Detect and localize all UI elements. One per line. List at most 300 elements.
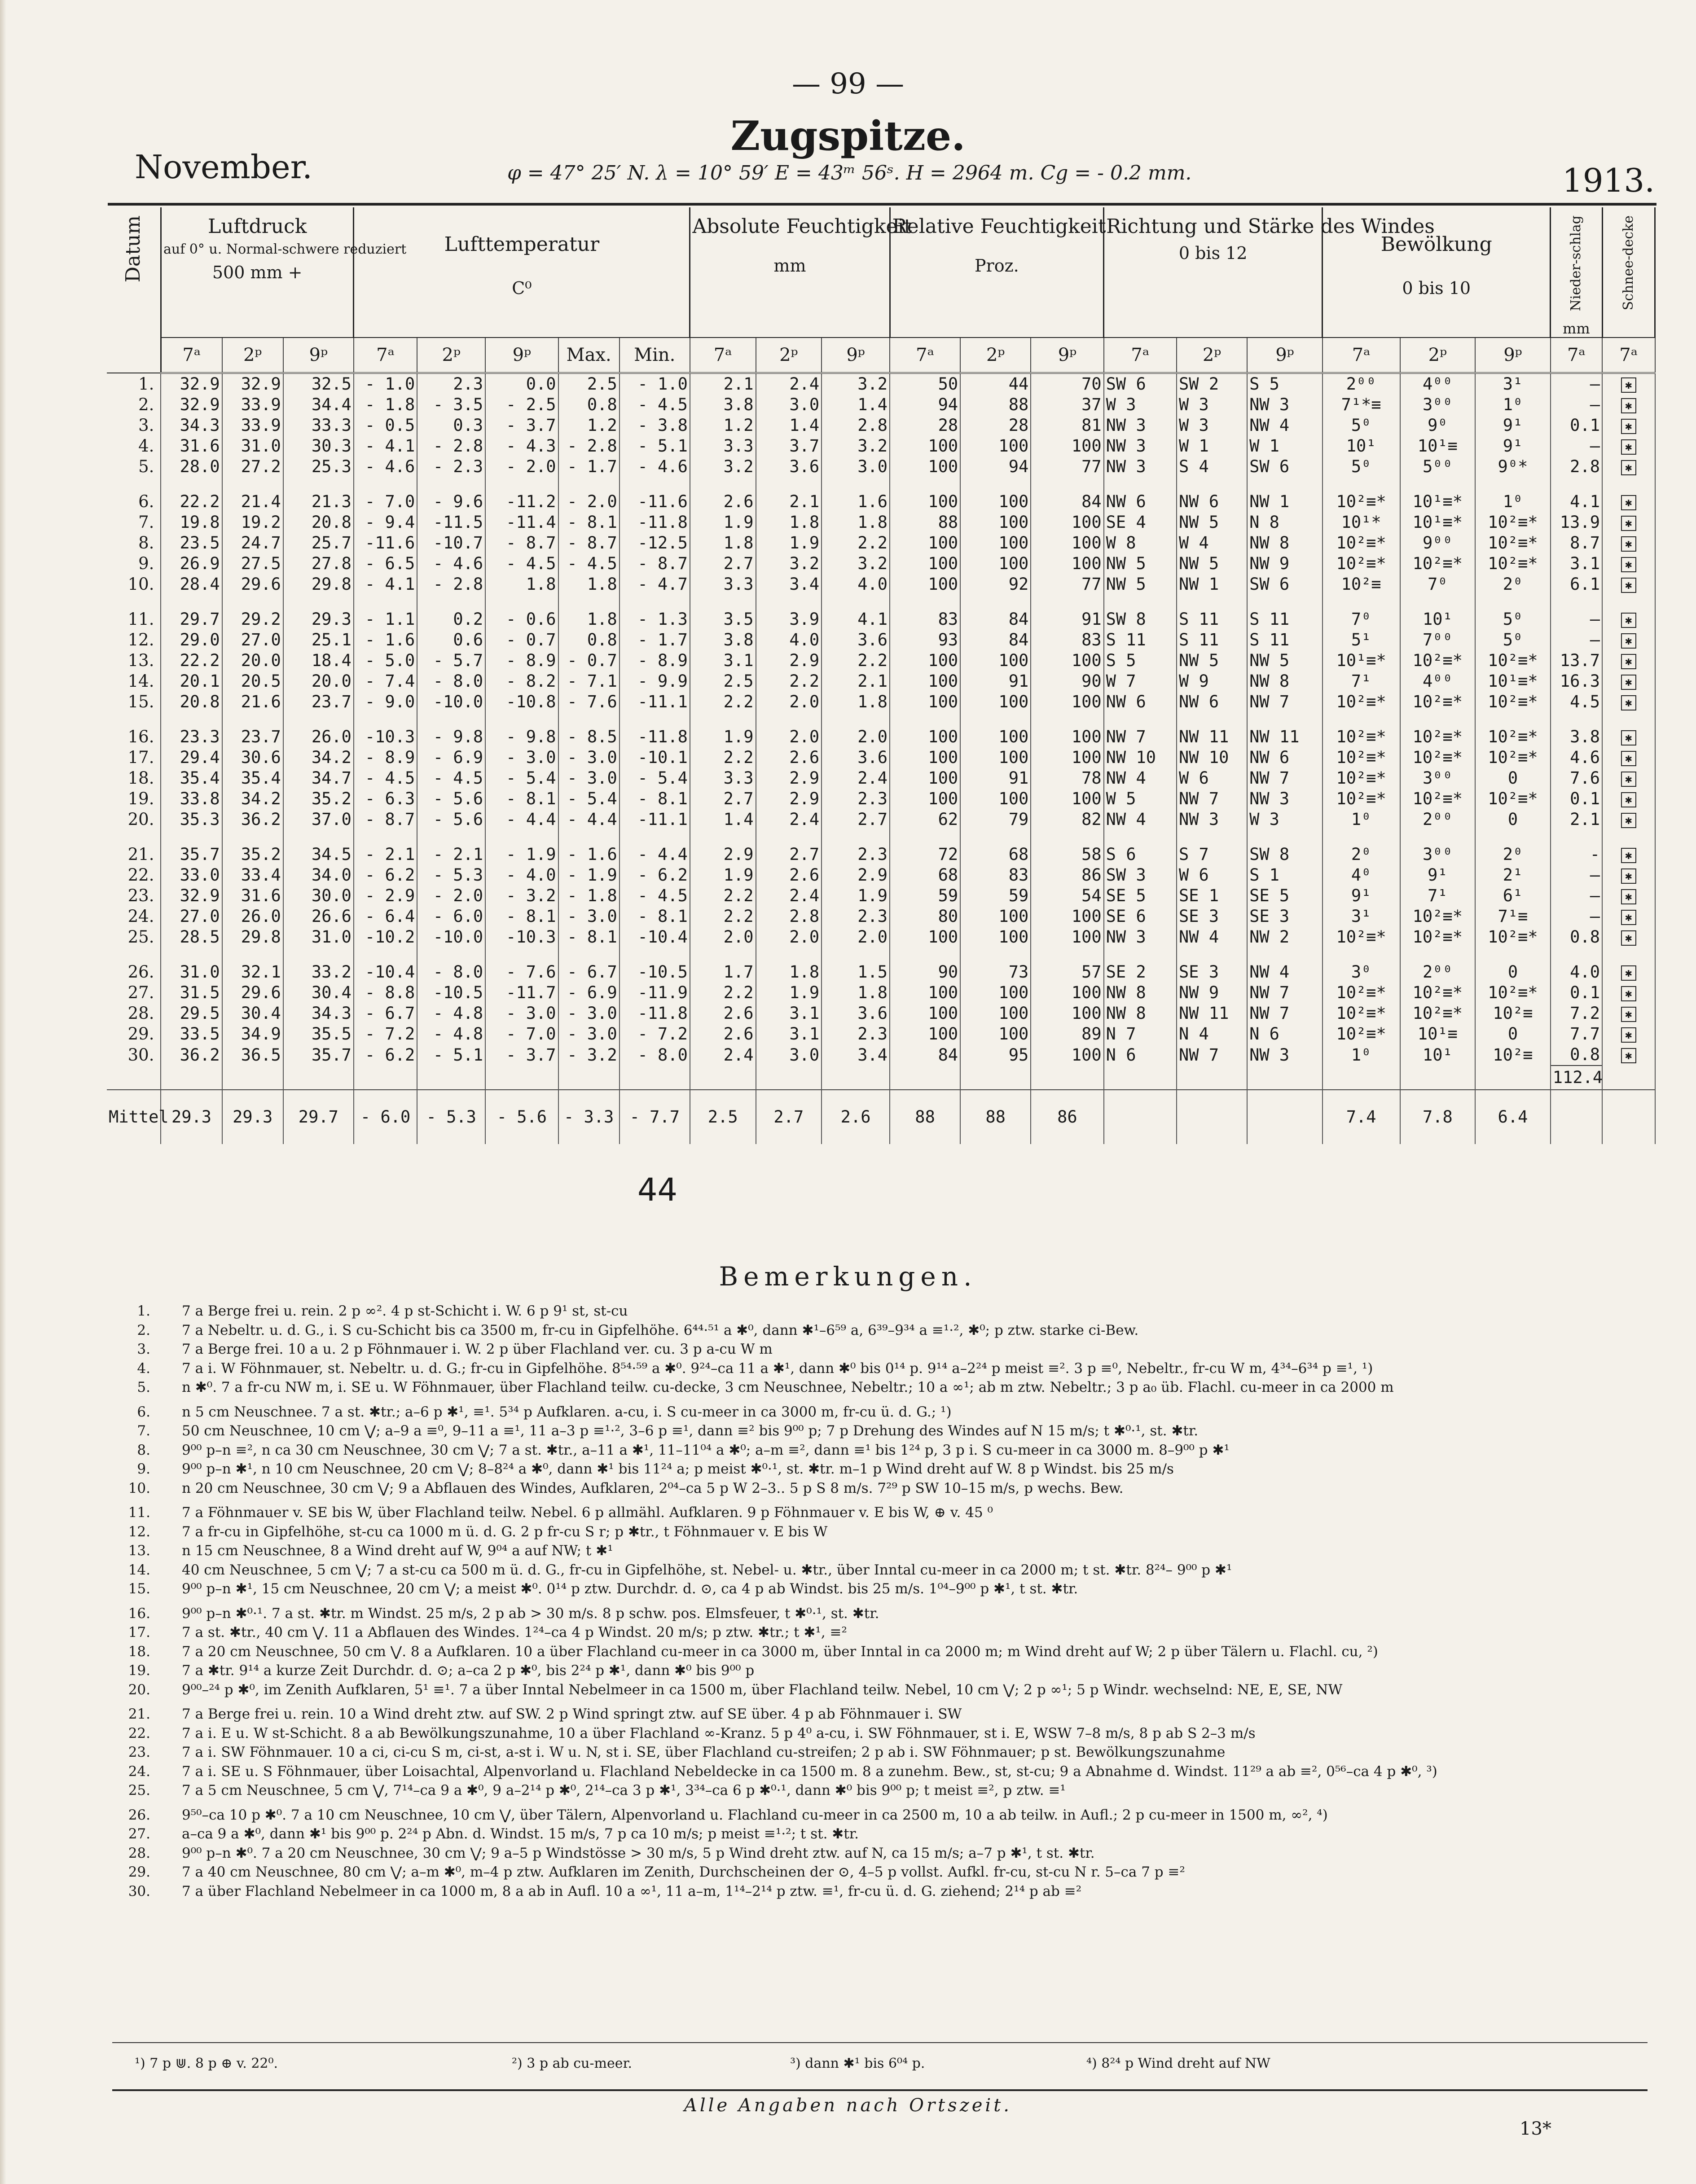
remark-day: 25. — [128, 1782, 150, 1798]
remark-day: 5. — [137, 1379, 150, 1395]
snow-cover-cell — [1602, 533, 1655, 553]
empty-cell — [1031, 1066, 1103, 1090]
temperature-value: - 5.6 — [417, 809, 485, 830]
remark-day: 20. — [128, 1681, 150, 1698]
pressure-value: 35.4 — [222, 768, 283, 789]
remark-row — [110, 1503, 1627, 1522]
snow-cover-icon: ✱ — [1621, 536, 1636, 552]
temperature-value: - 2.5 — [485, 395, 558, 415]
absolute-humidity-value: 2.1 — [822, 671, 890, 692]
gap-cell — [890, 947, 960, 962]
temperature-value: - 3.7 — [485, 415, 558, 436]
wind-value: NW 1 — [1247, 491, 1323, 512]
wind-value: S 5 — [1104, 650, 1177, 671]
cloud-value: 10²≡* — [1475, 553, 1551, 574]
temperature-max: - 4.5 — [558, 553, 620, 574]
temperature-min: - 1.3 — [620, 609, 690, 630]
wind-value: NW 9 — [1247, 553, 1323, 574]
snow-cover-cell — [1602, 1003, 1655, 1024]
row-date: 14. — [107, 671, 161, 692]
gap-cell — [283, 830, 354, 844]
relative-humidity-value: 100 — [1031, 650, 1103, 671]
absolute-humidity-value: 3.3 — [690, 574, 756, 595]
subheader-pressure-t9: 9ᵖ — [283, 338, 354, 373]
gap-cell — [1551, 477, 1602, 491]
temperature-value: - 1.1 — [354, 609, 417, 630]
relative-humidity-value: 94 — [890, 395, 960, 415]
relative-humidity-value: 100 — [890, 456, 960, 477]
pressure-value: 33.5 — [161, 1024, 222, 1044]
cloud-value: 3¹ — [1475, 373, 1551, 395]
gap-cell — [690, 595, 756, 609]
gap-cell — [161, 830, 222, 844]
temperature-value: - 7.4 — [354, 671, 417, 692]
wind-value: NW 4 — [1177, 927, 1247, 947]
cloud-value: 10²≡* — [1323, 789, 1400, 809]
gap-cell — [890, 830, 960, 844]
gap-cell — [283, 477, 354, 491]
temperature-min: -10.4 — [620, 927, 690, 947]
relative-humidity-value: 83 — [960, 865, 1031, 886]
row-date: 10. — [107, 574, 161, 595]
temperature-min: - 8.1 — [620, 906, 690, 927]
temperature-min: -11.1 — [620, 692, 690, 712]
remark-text: 9⁵⁰–ca 10 p ✱⁰. 7 a 10 cm Neuschnee, 10 cm ⋁, über Tälern, Alpenvorland u. Flachland cu-meer in ca 2500 m, 10 a ab teilw. in Aufl.; 2 p cu-meer in 1500 m, ∞², ⁴) — [182, 1807, 1328, 1823]
row-date: 23. — [107, 886, 161, 906]
cloud-value: 10²≡ — [1323, 574, 1400, 595]
absolute-humidity-value: 2.2 — [690, 747, 756, 768]
table-row — [107, 553, 1655, 574]
temperature-max: - 3.0 — [558, 1003, 620, 1024]
relative-humidity-value: 28 — [890, 415, 960, 436]
absolute-humidity-value: 3.1 — [756, 1003, 822, 1024]
cloud-value: 10²≡* — [1475, 692, 1551, 712]
group-gap — [107, 830, 1655, 844]
snow-cover-icon: ✱ — [1621, 848, 1636, 863]
snow-cover-icon: ✱ — [1621, 495, 1636, 510]
pressure-value: 23.5 — [161, 533, 222, 553]
relative-humidity-value: 100 — [1031, 727, 1103, 747]
remark-row — [110, 1541, 1627, 1561]
empty-cell — [960, 1066, 1031, 1090]
cloud-value: 5⁰ — [1475, 609, 1551, 630]
pressure-value: 36.2 — [222, 809, 283, 830]
pressure-value: 27.0 — [222, 630, 283, 650]
temperature-value: - 4.5 — [485, 553, 558, 574]
subheader-temp-t2: 2ᵖ — [417, 338, 485, 373]
snow-cover-cell — [1602, 630, 1655, 650]
table-row — [107, 727, 1655, 747]
row-date: 17. — [107, 747, 161, 768]
pressure-value: 29.8 — [283, 574, 354, 595]
pressure-value: 34.2 — [283, 747, 354, 768]
gap-cell — [890, 595, 960, 609]
temperature-min: -11.8 — [620, 727, 690, 747]
wind-value: W 4 — [1177, 533, 1247, 553]
relative-humidity-value: 100 — [960, 692, 1031, 712]
wind-value: NW 7 — [1104, 727, 1177, 747]
wind-value: SE 3 — [1177, 906, 1247, 927]
cloud-value: 5⁰ — [1323, 456, 1400, 477]
temperature-max: - 1.9 — [558, 865, 620, 886]
pressure-value: 29.0 — [161, 630, 222, 650]
pressure-value: 30.6 — [222, 747, 283, 768]
temperature-max: - 1.8 — [558, 886, 620, 906]
relative-humidity-value: 100 — [960, 436, 1031, 456]
relative-humidity-value: 88 — [890, 512, 960, 533]
wind-value: S 1 — [1247, 865, 1323, 886]
pressure-value: 29.8 — [222, 927, 283, 947]
snow-cover-cell — [1602, 768, 1655, 789]
temperature-value: - 0.5 — [354, 415, 417, 436]
subheader-wind-t2: 2ᵖ — [1177, 338, 1247, 373]
table-row — [107, 809, 1655, 830]
empty-cell — [1177, 1066, 1247, 1090]
cloud-value: 7⁰⁰ — [1400, 630, 1476, 650]
pressure-value: 20.5 — [222, 671, 283, 692]
temperature-max: - 2.8 — [558, 436, 620, 456]
empty-cell — [222, 1066, 283, 1090]
cloud-value: 10²≡* — [1323, 491, 1400, 512]
pressure-value: 20.0 — [222, 650, 283, 671]
temperature-value: - 4.5 — [354, 768, 417, 789]
wind-value: NW 5 — [1177, 512, 1247, 533]
mean-absolute-humidity: 2.5 — [690, 1090, 756, 1144]
table-row — [107, 1003, 1655, 1024]
cloud-value: 10²≡* — [1400, 927, 1476, 947]
subheader-abs-hum-t7: 7ᵃ — [690, 338, 756, 373]
wind-value: S 7 — [1177, 844, 1247, 865]
temperature-value: - 8.7 — [485, 533, 558, 553]
temperature-value: - 8.0 — [417, 671, 485, 692]
relative-humidity-value: 84 — [890, 1044, 960, 1066]
temperature-max: - 3.2 — [558, 1044, 620, 1066]
gap-cell — [1031, 712, 1103, 727]
relative-humidity-value: 70 — [1031, 373, 1103, 395]
wind-value: S 11 — [1177, 609, 1247, 630]
wind-value: NW 3 — [1104, 456, 1177, 477]
precipitation-value: — — [1551, 395, 1602, 415]
gap-cell — [1475, 712, 1551, 727]
snow-cover-icon: ✱ — [1621, 965, 1636, 981]
pressure-value: 33.9 — [222, 395, 283, 415]
precipitation-value: 7.6 — [1551, 768, 1602, 789]
mean-row — [107, 1090, 1655, 1144]
table-row — [107, 373, 1655, 395]
cloud-value: 10²≡* — [1400, 1003, 1476, 1024]
absolute-humidity-value: 4.0 — [756, 630, 822, 650]
temperature-value: - 8.1 — [485, 906, 558, 927]
mean-cloud: 7.8 — [1400, 1090, 1476, 1144]
pressure-value: 35.7 — [283, 1044, 354, 1066]
temperature-value: - 2.0 — [485, 456, 558, 477]
precipitation-value: 0.8 — [1551, 1044, 1602, 1066]
cloud-value: 2⁰ — [1323, 844, 1400, 865]
remark-row — [110, 1561, 1627, 1580]
remark-day: 3. — [137, 1341, 150, 1357]
temperature-value: - 7.6 — [485, 962, 558, 982]
table-row — [107, 844, 1655, 865]
snow-cover-cell — [1602, 671, 1655, 692]
cloud-value: 3¹ — [1323, 906, 1400, 927]
gap-cell — [417, 712, 485, 727]
temperature-value: - 4.5 — [417, 768, 485, 789]
snow-cover-cell — [1602, 650, 1655, 671]
snow-cover-cell — [1602, 809, 1655, 830]
row-date: 1. — [107, 373, 161, 395]
table-row — [107, 533, 1655, 553]
gap-cell — [1602, 477, 1655, 491]
gap-cell — [822, 712, 890, 727]
relative-humidity-value: 90 — [890, 962, 960, 982]
remark-day: 23. — [128, 1744, 150, 1760]
temperature-max: - 5.4 — [558, 789, 620, 809]
gap-cell — [222, 947, 283, 962]
relative-humidity-value: 100 — [890, 789, 960, 809]
remark-row — [110, 1680, 1627, 1700]
temperature-value: - 7.2 — [354, 1024, 417, 1044]
table-row — [107, 456, 1655, 477]
cloud-value: 10²≡ — [1475, 1003, 1551, 1024]
absolute-humidity-value: 2.9 — [756, 789, 822, 809]
absolute-humidity-value: 3.9 — [756, 609, 822, 630]
mean-relative-humidity: 86 — [1031, 1090, 1103, 1144]
cloud-value: 5⁰⁰ — [1400, 456, 1476, 477]
gap-cell — [1400, 830, 1476, 844]
cloud-value: 10¹≡* — [1323, 650, 1400, 671]
pressure-value: 26.0 — [283, 727, 354, 747]
remark-row — [110, 1806, 1627, 1825]
wind-value: NW 3 — [1104, 415, 1177, 436]
pressure-value: 23.7 — [283, 692, 354, 712]
empty-cell — [558, 1066, 620, 1090]
gap-cell — [485, 595, 558, 609]
row-date: 27. — [107, 982, 161, 1003]
absolute-humidity-value: 4.1 — [822, 609, 890, 630]
relative-humidity-value: 80 — [890, 906, 960, 927]
temperature-min: -12.5 — [620, 533, 690, 553]
pressure-value: 31.6 — [222, 886, 283, 906]
cloud-value: 10²≡* — [1323, 747, 1400, 768]
footnote-3: ³) dann ✱¹ bis 6⁰⁴ p. — [790, 2056, 925, 2071]
wind-value: NW 5 — [1104, 574, 1177, 595]
relative-humidity-value: 100 — [890, 768, 960, 789]
mean-precip-empty — [1551, 1090, 1602, 1144]
relative-humidity-value: 100 — [890, 692, 960, 712]
temperature-min: - 7.2 — [620, 1024, 690, 1044]
temperature-max: - 7.6 — [558, 692, 620, 712]
mean-cloud: 6.4 — [1475, 1090, 1551, 1144]
wind-value: NW 2 — [1247, 927, 1323, 947]
relative-humidity-value: 100 — [1031, 512, 1103, 533]
temperature-value: - 4.8 — [417, 1024, 485, 1044]
gap-cell — [558, 477, 620, 491]
pressure-value: 29.6 — [222, 982, 283, 1003]
pressure-value: 34.3 — [161, 415, 222, 436]
gap-cell — [354, 830, 417, 844]
temperature-min: - 8.0 — [620, 1044, 690, 1066]
table-row — [107, 927, 1655, 947]
gap-cell — [107, 595, 161, 609]
temperature-max: - 0.7 — [558, 650, 620, 671]
wind-value: SW 6 — [1247, 456, 1323, 477]
relative-humidity-value: 100 — [1031, 1003, 1103, 1024]
cloud-value: 2⁰⁰ — [1323, 373, 1400, 395]
temperature-value: - 4.6 — [354, 456, 417, 477]
row-date: 30. — [107, 1044, 161, 1066]
absolute-humidity-value: 1.8 — [822, 982, 890, 1003]
absolute-humidity-value: 3.3 — [690, 436, 756, 456]
remark-text: 7 a fr-cu in Gipfelhöhe, st-cu ca 1000 m ü. d. G. 2 p fr-cu S r; p ✱tr., t Föhnmauer v. E bis W — [182, 1523, 828, 1540]
pressure-value: 35.2 — [283, 789, 354, 809]
pressure-value: 24.7 — [222, 533, 283, 553]
pressure-value: 26.6 — [283, 906, 354, 927]
table-body — [107, 373, 1655, 1144]
relative-humidity-value: 84 — [960, 609, 1031, 630]
remark-day: 13. — [128, 1543, 150, 1559]
pressure-value: 33.3 — [283, 415, 354, 436]
absolute-humidity-value: 1.9 — [756, 533, 822, 553]
pressure-value: 19.2 — [222, 512, 283, 533]
temperature-min: -11.6 — [620, 491, 690, 512]
wind-value: NW 11 — [1177, 727, 1247, 747]
remark-day: 21. — [128, 1706, 150, 1722]
absolute-humidity-value: 1.8 — [822, 692, 890, 712]
remark-text: a–ca 9 a ✱⁰, dann ✱¹ bis 9⁰⁰ p. 2²⁴ p Abn. d. Windst. 15 m/s, 7 p ca 10 m/s; p meist ≡¹·²; t st. ✱tr. — [182, 1826, 859, 1842]
gap-cell — [1177, 595, 1247, 609]
gap-cell — [1104, 477, 1177, 491]
gap-cell — [620, 712, 690, 727]
gap-cell — [417, 947, 485, 962]
snow-cover-cell — [1602, 1044, 1655, 1066]
gap-cell — [1551, 830, 1602, 844]
absolute-humidity-value: 4.0 — [822, 574, 890, 595]
cloud-value: 1⁰ — [1475, 395, 1551, 415]
subheader-rel-hum-t7: 7ᵃ — [890, 338, 960, 373]
absolute-humidity-value: 3.5 — [690, 609, 756, 630]
relative-humidity-value: 79 — [960, 809, 1031, 830]
wind-value: NW 4 — [1104, 768, 1177, 789]
table-row — [107, 906, 1655, 927]
cloud-value: 9¹ — [1475, 415, 1551, 436]
remark-text: 7 a 20 cm Neuschnee, 50 cm ⋁. 8 a Aufklaren. 10 a über Flachland cu-meer in ca 3000 m, über Inntal in ca 2000 m; m Wind dreht auf W; 2 p über Tälern u. Flachl. cu, ²) — [182, 1643, 1378, 1660]
precipitation-value: 7.7 — [1551, 1024, 1602, 1044]
snow-cover-icon: ✱ — [1621, 1048, 1636, 1063]
cloud-value: 10²≡* — [1323, 768, 1400, 789]
empty-cell — [890, 1066, 960, 1090]
pressure-value: 33.4 — [222, 865, 283, 886]
gap-cell — [161, 477, 222, 491]
cloud-value: 2⁰ — [1475, 844, 1551, 865]
relative-humidity-value: 100 — [1031, 553, 1103, 574]
gap-cell — [960, 477, 1031, 491]
relative-humidity-value: 59 — [890, 886, 960, 906]
absolute-humidity-value: 3.4 — [822, 1044, 890, 1066]
wind-value: NW 7 — [1177, 1044, 1247, 1066]
pressure-value: 27.8 — [283, 553, 354, 574]
wind-value: NW 6 — [1177, 491, 1247, 512]
group-gap — [107, 477, 1655, 491]
pressure-value: 20.0 — [283, 671, 354, 692]
gap-cell — [1031, 595, 1103, 609]
remark-day: 24. — [128, 1763, 150, 1780]
snow-cover-icon: ✱ — [1621, 930, 1636, 946]
pressure-value: 34.5 — [283, 844, 354, 865]
precipitation-value: — — [1551, 436, 1602, 456]
precipitation-value: 3.8 — [1551, 727, 1602, 747]
remark-text: 50 cm Neuschnee, 10 cm ⋁; a–9 a ≡⁰, 9–11 a ≡¹, 11 a–3 p ≡¹·², 3–6 p ≡¹, dann ≡² bis 9⁰⁰ p; 7 p Drehung des Windes auf N 15 m/s; t ✱⁰·¹, st. ✱tr. — [182, 1423, 1199, 1439]
remark-text: 7 a Föhnmauer v. SE bis W, über Flachland teilw. Nebel. 6 p allmähl. Aufklaren. 9 p Föhnmauer v. E bis W, ⊕ v. 45 ⁰ — [182, 1504, 993, 1521]
absolute-humidity-value: 1.4 — [822, 395, 890, 415]
wind-value: NW 6 — [1104, 491, 1177, 512]
wind-value: SW 8 — [1104, 609, 1177, 630]
row-date: 11. — [107, 609, 161, 630]
gap-cell — [620, 947, 690, 962]
cloud-value: 1⁰ — [1475, 491, 1551, 512]
wind-value: NW 7 — [1177, 789, 1247, 809]
remark-day: 14. — [128, 1561, 150, 1578]
wind-value: NW 8 — [1247, 533, 1323, 553]
empty-cell — [283, 1066, 354, 1090]
wind-value: NW 8 — [1104, 1003, 1177, 1024]
bottom-note: Alle Angaben nach Ortszeit. — [684, 2095, 1012, 2116]
temperature-value: - 8.0 — [417, 962, 485, 982]
cloud-value: 4⁰⁰ — [1400, 373, 1476, 395]
remark-text: 7 a i. E u. W st-Schicht. 8 a ab Bewölkungszunahme, 10 a über Flachland ∞-Kranz. 5 p 4⁰ a-cu, i. SW Föhnmauer, st i. E, WSW 7–8 m/s, 8 p ab S 2–3 m/s — [182, 1725, 1256, 1741]
pressure-value: 26.0 — [222, 906, 283, 927]
temperature-value: -11.7 — [485, 982, 558, 1003]
gap-cell — [1177, 830, 1247, 844]
temperature-value: - 8.8 — [354, 982, 417, 1003]
snow-cover-cell — [1602, 373, 1655, 395]
wind-value: NW 4 — [1247, 415, 1323, 436]
temperature-value: - 9.8 — [417, 727, 485, 747]
snow-cover-icon: ✱ — [1621, 730, 1636, 746]
pressure-value: 20.8 — [161, 692, 222, 712]
precipitation-value: — — [1551, 906, 1602, 927]
wind-value: NW 7 — [1247, 1003, 1323, 1024]
remark-row — [110, 1824, 1627, 1844]
gap-cell — [1475, 595, 1551, 609]
row-date: 13. — [107, 650, 161, 671]
table-row — [107, 491, 1655, 512]
relative-humidity-value: 94 — [960, 456, 1031, 477]
header-lufttemperatur: Lufttemperatur C⁰ — [354, 207, 690, 338]
temperature-value: - 9.6 — [417, 491, 485, 512]
gap-cell — [1400, 712, 1476, 727]
relative-humidity-value: 100 — [890, 747, 960, 768]
gap-cell — [690, 947, 756, 962]
absolute-humidity-value: 3.8 — [690, 630, 756, 650]
footnote-1: ¹) 7 p ⋓. 8 p ⊕ v. 22⁰. — [135, 2056, 278, 2071]
subheader-wind-t9: 9ᵖ — [1247, 338, 1323, 373]
subheader-rel-hum-t2: 2ᵖ — [960, 338, 1031, 373]
empty-cell — [161, 1066, 222, 1090]
absolute-humidity-value: 3.6 — [822, 747, 890, 768]
subheader-cloud-t9: 9ᵖ — [1475, 338, 1551, 373]
cloud-value: 10²≡* — [1400, 982, 1476, 1003]
header-relative-feuchtigkeit: Relative Feuchtigkeit Proz. — [890, 207, 1104, 338]
remark-text: 7 a 5 cm Neuschnee, 5 cm ⋁, 7¹⁴–ca 9 a ✱⁰, 9 a–2¹⁴ p ✱⁰, 2¹⁴–ca 3 p ✱¹, 3³⁴–ca 6 p ✱⁰·¹, dann ✱⁰ bis 9⁰⁰ p; t meist ≡², p ztw. ≡¹ — [182, 1782, 1066, 1798]
table-row — [107, 747, 1655, 768]
temperature-value: - 6.9 — [417, 747, 485, 768]
absolute-humidity-value: 1.8 — [822, 512, 890, 533]
cloud-value: 10²≡* — [1400, 650, 1476, 671]
absolute-humidity-value: 3.0 — [756, 1044, 822, 1066]
wind-value: SW 6 — [1247, 574, 1323, 595]
gap-cell — [756, 830, 822, 844]
gap-cell — [822, 477, 890, 491]
